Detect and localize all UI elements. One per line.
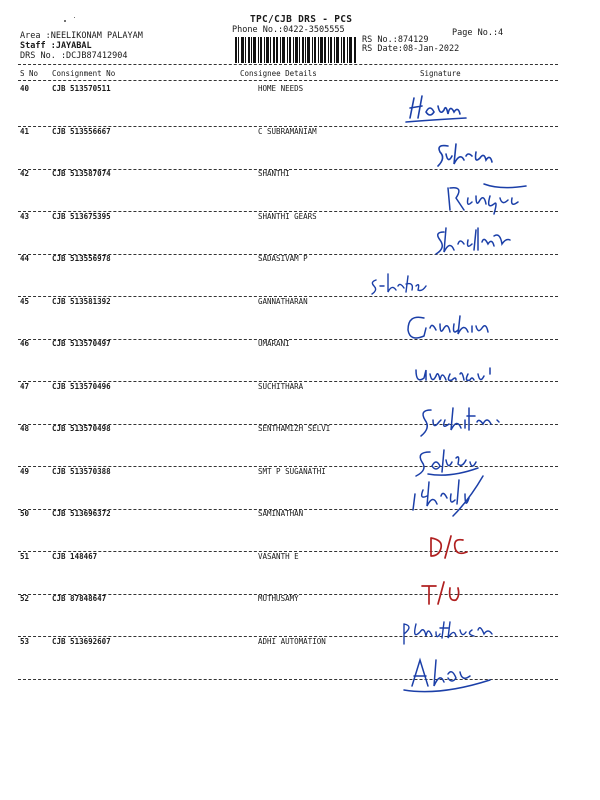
row-consignee: SHANTHI: [258, 169, 290, 178]
row-consignment-no: CJB 513581392: [52, 297, 111, 306]
row-consignee: SMT P SUGANATHI: [258, 467, 326, 476]
row-sno: 53: [20, 637, 30, 646]
col-header-signature: Signature: [420, 69, 461, 78]
signature-row-50: [425, 532, 475, 562]
signature-row-45: [400, 308, 500, 348]
row-consignment-no: CJB 513675395: [52, 212, 111, 221]
row-sno: 42: [20, 169, 30, 178]
row-consignment-no: CJB 513556667: [52, 127, 111, 136]
row-sno: 51: [20, 552, 30, 561]
row-sno: 43: [20, 212, 30, 221]
row-consignment-no: CJB 513570496: [52, 382, 111, 391]
row-sno: 47: [20, 382, 30, 391]
row-sno: 50: [20, 509, 30, 518]
signature-row-46: [410, 360, 500, 390]
rs-number-field: RS No.:874129: [362, 35, 429, 45]
row-sno: 40: [20, 84, 30, 93]
row-consignee: SAMINATHAN: [258, 509, 304, 518]
area-field: Area :NEELIKONAM PALAYAM: [20, 31, 143, 41]
col-header-consignee: Consignee Details: [240, 69, 317, 78]
page-number: Page No.:4: [452, 28, 504, 38]
row-consignment-no: CJB 513692607: [52, 637, 111, 646]
row-consignment-no: CJB 513556978: [52, 254, 111, 263]
signature-row-53: [400, 652, 500, 700]
row-consignment-no: CJB 87848647: [52, 594, 107, 603]
row-consignment-no: CJB 513570388: [52, 467, 111, 476]
col-header-sno: S No: [20, 69, 39, 78]
signature-row-40: [400, 92, 470, 132]
rs-date-field: RS Date:08-Jan-2022: [362, 44, 460, 54]
row-sno: 46: [20, 339, 30, 348]
scan-speck: [74, 17, 75, 18]
row-consignment-no: CJB 148467: [52, 552, 98, 561]
drs-barcode: [235, 37, 357, 63]
row-consignee: SUCHITHARA: [258, 382, 304, 391]
staff-field: Staff :JAYABAL: [20, 41, 92, 51]
drs-number-field: DRS No. :DCJB87412904: [20, 51, 128, 61]
row-sno: 48: [20, 424, 30, 433]
scan-speck: [64, 20, 66, 22]
row-consignee: VASANTH E: [258, 552, 299, 561]
row-consignee: HOME NEEDS: [258, 84, 304, 93]
row-consignee: C SUBRAMANIAM: [258, 127, 317, 136]
signature-row-44: [366, 268, 436, 298]
row-sno: 52: [20, 594, 30, 603]
row-consignment-no: CJB 513587074: [52, 169, 111, 178]
row-consignee: GANNATHARAN: [258, 297, 308, 306]
row-consignment-no: CJB 513570497: [52, 339, 111, 348]
signature-row-47: [415, 402, 525, 446]
row-sno: 44: [20, 254, 30, 263]
col-header-consignment: Consignment No: [52, 69, 116, 78]
row-consignee: SENTHAMIZH SELVI: [258, 424, 331, 433]
row-consignment-no: CJB 513696372: [52, 509, 111, 518]
signature-row-42: [440, 180, 540, 220]
signature-row-43: [430, 222, 540, 262]
row-consignee: SADASIVAM P: [258, 254, 308, 263]
row-consignee: SHANTHI GEARS: [258, 212, 317, 221]
header-rule-bottom: [18, 80, 558, 81]
signature-row-49: [405, 470, 495, 520]
phone-number: Phone No.:0422-3505555: [232, 25, 345, 35]
document-title: TPC/CJB DRS - PCS: [250, 14, 353, 25]
signature-row-41: [430, 138, 510, 178]
header-rule-top: [18, 64, 558, 65]
row-consignment-no: CJB 513570511: [52, 84, 111, 93]
signature-row-51: [418, 578, 468, 608]
row-consignee: UMARANI: [258, 339, 290, 348]
row-sno: 49: [20, 467, 30, 476]
row-sno: 45: [20, 297, 30, 306]
row-consignee: MUTHUSAMY: [258, 594, 299, 603]
row-consignment-no: CJB 513570498: [52, 424, 111, 433]
row-consignee: ADHI AUTOMATION: [258, 637, 326, 646]
row-sno: 41: [20, 127, 30, 136]
signature-row-52: [398, 614, 508, 650]
